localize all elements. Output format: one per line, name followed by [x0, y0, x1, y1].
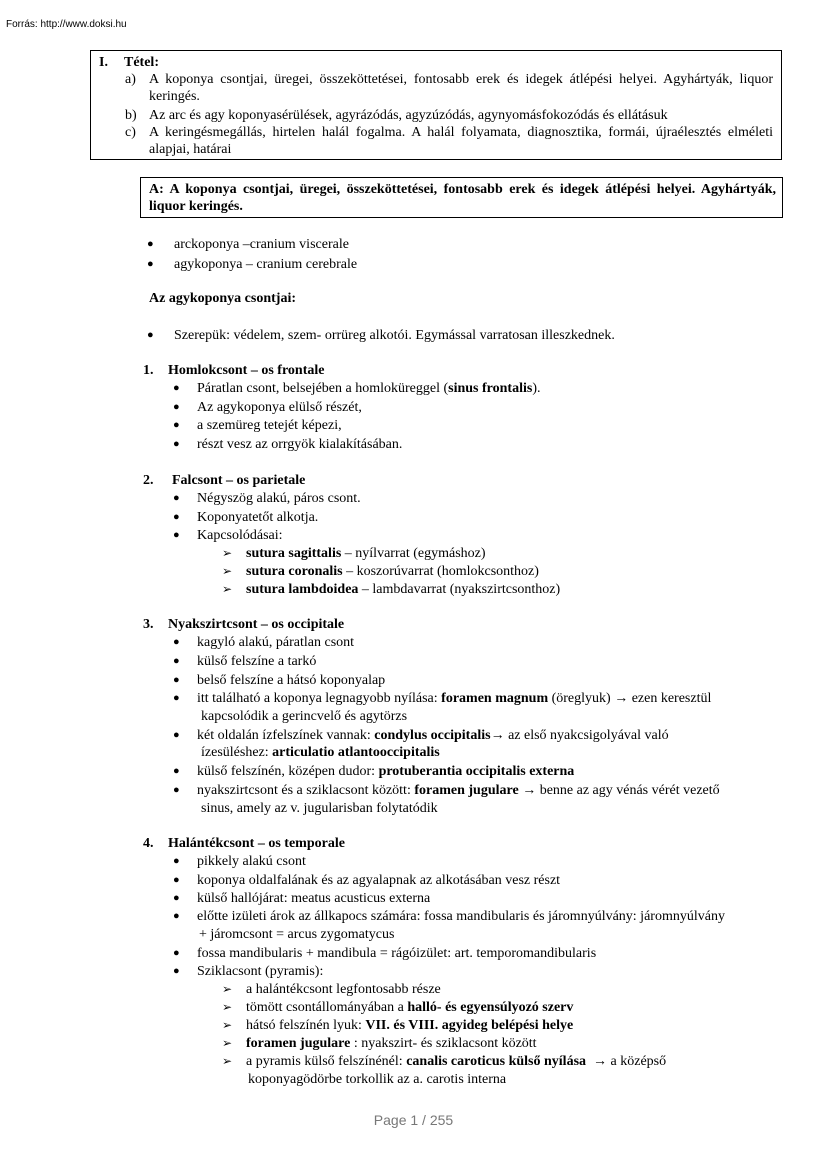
bone-2-sub: [246, 545, 486, 562]
arrow-bullet-icon: ➢: [222, 1036, 233, 1050]
bone-3-line-cont: [201, 744, 440, 761]
bone-3-title: Nyakszirtcsont – os occipitale: [168, 617, 345, 632]
bone-3-line: kagyló alakú, páratlan csont: [197, 635, 355, 650]
bone-4-line: koponya oldalfalának és az agyalapnak az alkotásában vesz részt: [197, 873, 561, 888]
bullet-icon: ●: [173, 729, 180, 741]
bullet-icon: ●: [173, 765, 180, 777]
bone-4-line: fossa mandibularis + mandibula = rágóizület: art. temporomandibularis: [197, 946, 597, 961]
bullet-icon: ●: [173, 655, 180, 667]
section-a-title: A: A koponya csontjai, üregei, összeköttetései, fontosabb erek és idegek átlépési helyei. Agyhártyák, liquor keringés.: [140, 177, 783, 218]
tetel-box: [90, 50, 782, 160]
term: foramen jugulare: [246, 1036, 351, 1051]
bullet-icon: ●: [147, 258, 154, 270]
arrow-bullet-icon: ➢: [222, 982, 233, 996]
term: foramen magnum: [441, 691, 549, 706]
text-part: itt található a koponya legnagyobb nyílása:: [197, 691, 442, 706]
bone-1-line: [197, 380, 540, 397]
bone-1-line: a szemüreg tetejét képezi,: [197, 418, 342, 433]
bone-4-sub: [246, 1035, 537, 1052]
bone-3-number: 3.: [143, 617, 154, 632]
bone-4-title: Halántékcsont – os temporale: [168, 836, 345, 851]
bone-3-line: külső felszíne a tarkó: [197, 654, 317, 669]
text-part: két oldalán ízfelszínek vannak:: [197, 728, 375, 743]
bullet-icon: ●: [173, 636, 180, 648]
arrow-bullet-icon: ➢: [222, 1018, 233, 1032]
bone-4-sub: [246, 999, 573, 1016]
arrow-bullet-icon: ➢: [222, 1054, 233, 1068]
bullet-icon: ●: [173, 529, 180, 541]
bone-1-line: Az agykoponya elülső részét,: [197, 400, 362, 415]
bullet-icon: ●: [173, 511, 180, 523]
bullet-icon: ●: [173, 855, 180, 867]
agykoponya-heading: Az agykoponya csontjai:: [149, 291, 297, 306]
bullet-icon: ●: [173, 401, 180, 413]
term: sutura lambdoidea: [246, 582, 359, 597]
text-part: – lambdavarrat (nyakszirtcsonthoz): [358, 582, 561, 597]
bone-4-line: Sziklacsont (pyramis):: [197, 964, 324, 979]
text-part: – koszorúvarrat (homlokcsonthoz): [342, 564, 539, 579]
bone-4-sub: a halántékcsont legfontosabb része: [246, 982, 441, 997]
bone-3-line: [197, 727, 669, 744]
bullet-icon: ●: [173, 784, 180, 796]
term: foramen jugulare: [414, 783, 519, 798]
source-note: Forrás: http://www.doksi.hu: [6, 19, 127, 30]
arrow-bullet-icon: ➢: [222, 564, 233, 578]
tetel-item-label: a): [125, 72, 136, 87]
bone-4-sub-cont: koponyagödörbe torkollik az a. carotis interna: [248, 1072, 507, 1087]
bone-2-line: Kapcsolódásai:: [197, 528, 283, 543]
bone-2-sub: [246, 563, 539, 580]
term: articulatio atlantooccipitalis: [272, 745, 440, 760]
bone-1-number: 1.: [143, 363, 154, 378]
text-part: Páratlan csont, belsejében a homloküreggel (: [197, 381, 449, 396]
bullet-icon: ●: [173, 910, 180, 922]
tetel-item-label: c): [125, 125, 136, 140]
page-number: Page 1 / 255: [373, 1112, 454, 1128]
bone-4-line: előtte izületi árok az állkapocs számára: fossa mandibularis és járomnyúlvány: járomnyúlvány: [197, 909, 725, 924]
bone-1-title: Homlokcsont – os frontale: [168, 363, 325, 378]
term: protuberantia occipitalis externa: [378, 764, 575, 779]
arrow-bullet-icon: ➢: [222, 546, 233, 560]
bullet-icon: ●: [173, 674, 180, 686]
tetel-number: I.: [99, 55, 108, 70]
bone-4-sub: [246, 1017, 573, 1034]
bone-3-line: [197, 782, 720, 799]
bullet-icon: ●: [147, 329, 154, 341]
tetel-item-b: [125, 107, 773, 124]
bone-3-line: [197, 763, 574, 780]
bone-3-line: belső felszíne a hátsó koponyalap: [197, 673, 386, 688]
text-part: ).: [532, 381, 541, 396]
text-part: nyakszirtcsont és a sziklacsont között:: [197, 783, 415, 798]
text-part: tömött csontállományában a: [246, 1000, 408, 1015]
tetel-item-c: [125, 124, 773, 158]
tetel-item-text: A koponya csontjai, üregei, összeköttetései, fontosabb erek és idegek átlépési helyei. Agyhártyák, liquor keringés.: [149, 72, 773, 104]
tetel-item-label: b): [125, 108, 137, 123]
bullet-icon: ●: [147, 238, 154, 250]
term: sutura coronalis: [246, 564, 343, 579]
intro-bullet: agykoponya – cranium cerebrale: [174, 257, 358, 272]
bone-4-line-cont: + járomcsont = arcus zygomatycus: [199, 927, 395, 942]
text-part: (öreglyuk) → ezen keresztül: [548, 691, 712, 706]
text-part: – nyílvarrat (egymáshoz): [341, 546, 486, 561]
arrow-bullet-icon: ➢: [222, 582, 233, 596]
bullet-icon: ●: [173, 965, 180, 977]
bullet-icon: ●: [173, 874, 180, 886]
bullet-icon: ●: [173, 692, 180, 704]
text-part: → benne az agy vénás vérét vezető: [518, 783, 720, 798]
bone-2-line: Koponyatetőt alkotja.: [197, 510, 319, 525]
term: canalis caroticus külső nyílása: [406, 1054, 587, 1069]
text-part: a pyramis külső felszínénél:: [246, 1054, 407, 1069]
bone-2-number: 2.: [143, 473, 154, 488]
text-part: ízesüléshez:: [201, 745, 273, 760]
bone-4-line: külső hallójárat: meatus acusticus externa: [197, 891, 431, 906]
text-part: : nyakszirt- és sziklacsont között: [350, 1036, 537, 1051]
bullet-icon: ●: [173, 419, 180, 431]
bone-2-sub: [246, 581, 560, 598]
bullet-icon: ●: [173, 492, 180, 504]
bullet-icon: ●: [173, 947, 180, 959]
bone-1-line: részt vesz az orrgyök kialakításában.: [197, 437, 403, 452]
szerepuk-text: Szerepük: védelem, szem- orrüreg alkotói. Egymással varratosan illeszkednek.: [174, 328, 615, 343]
tetel-item-a: [125, 71, 773, 105]
tetel-title: Tétel:: [124, 55, 159, 70]
bone-3-line-cont: kapcsolódik a gerincvelő és agytörzs: [201, 709, 408, 724]
tetel-item-text: Az arc és agy koponyasérülések, agyrázódás, agyzúzódás, agynyomásfokozódás és ellátásuk: [149, 108, 668, 123]
bone-2-title: Falcsont – os parietale: [172, 473, 306, 488]
term: halló- és egyensúlyozó szerv: [407, 1000, 574, 1015]
bone-3-line: [197, 690, 711, 707]
bone-4-number: 4.: [143, 836, 154, 851]
term: VII. és VIII. agyideg belépési helye: [365, 1018, 574, 1033]
tetel-header: [99, 54, 159, 71]
term: condylus occipitalis: [374, 728, 491, 743]
arrow-bullet-icon: ➢: [222, 1000, 233, 1014]
bone-4-sub: [246, 1053, 666, 1070]
bone-4-line: pikkely alakú csont: [197, 854, 306, 869]
text-part: külső felszínén, középen dudor:: [197, 764, 379, 779]
intro-bullet: arckoponya –cranium viscerale: [174, 237, 349, 252]
bullet-icon: ●: [173, 438, 180, 450]
tetel-item-text: A keringésmegállás, hirtelen halál fogalma. A halál folyamata, diagnosztika, formái, újraélesztés elméleti alapjai, határai: [149, 125, 773, 157]
bullet-icon: ●: [173, 892, 180, 904]
bone-2-line: Négyszög alakú, páros csont.: [197, 491, 361, 506]
bone-3-line-cont: sinus, amely az v. jugularisban folytatódik: [201, 801, 438, 816]
bullet-icon: ●: [173, 382, 180, 394]
term: sutura sagittalis: [246, 546, 342, 561]
text-part: hátsó felszínén lyuk:: [246, 1018, 366, 1033]
term: sinus frontalis: [448, 381, 533, 396]
text-part: → a középső: [586, 1054, 667, 1069]
text-part: → az első nyakcsigolyával való: [490, 728, 669, 743]
